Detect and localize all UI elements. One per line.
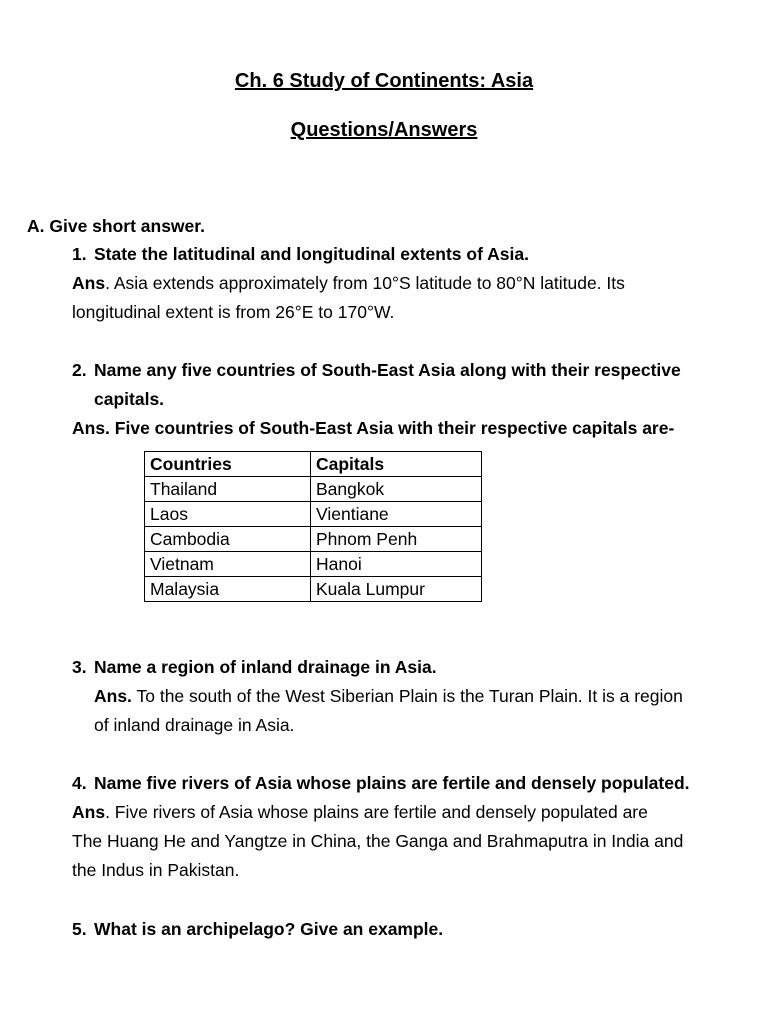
question-5 bbox=[72, 918, 443, 940]
question-number: 5. bbox=[72, 919, 87, 939]
table-header-cell: Countries bbox=[145, 452, 311, 477]
answer-3-line-1 bbox=[94, 685, 683, 707]
table-row bbox=[145, 577, 482, 602]
answer-4-line-2: The Huang He and Yangtze in China, the Ganga and Brahmaputra in India and bbox=[72, 831, 684, 851]
question-text: Name five rivers of Asia whose plains are fertile and densely populated. bbox=[94, 773, 690, 793]
answer-1-line-2: longitudinal extent is from 26°E to 170°W. bbox=[72, 302, 395, 322]
answer-3-line-2: of inland drainage in Asia. bbox=[94, 715, 295, 735]
answer-1-line-1 bbox=[72, 272, 625, 294]
table-cell: Vietnam bbox=[145, 552, 311, 577]
question-2 bbox=[72, 359, 681, 381]
table-cell: Malaysia bbox=[145, 577, 311, 602]
question-number: 4. bbox=[72, 773, 87, 793]
table-header-cell: Capitals bbox=[311, 452, 482, 477]
answer-2: Ans. Five countries of South-East Asia with their respective capitals are- bbox=[72, 418, 675, 438]
question-3 bbox=[72, 656, 437, 678]
table-cell: Vientiane bbox=[311, 502, 482, 527]
ans-label: Ans. bbox=[94, 686, 132, 706]
answer-text: . Five rivers of Asia whose plains are fertile and densely populated are bbox=[105, 802, 648, 822]
table-row bbox=[145, 502, 482, 527]
answer-text: . Asia extends approximately from 10°S latitude to 80°N latitude. Its bbox=[105, 273, 625, 293]
table-header-row bbox=[145, 452, 482, 477]
table-cell: Laos bbox=[145, 502, 311, 527]
question-4 bbox=[72, 772, 690, 794]
question-number: 2. bbox=[72, 360, 87, 380]
table-cell: Cambodia bbox=[145, 527, 311, 552]
table-cell: Bangkok bbox=[311, 477, 482, 502]
answer-4-line-1 bbox=[72, 801, 648, 823]
countries-capitals-table bbox=[144, 451, 482, 602]
table-cell: Hanoi bbox=[311, 552, 482, 577]
question-text: State the latitudinal and longitudinal extents of Asia. bbox=[94, 244, 529, 264]
table-cell: Thailand bbox=[145, 477, 311, 502]
answer-4-line-3: the Indus in Pakistan. bbox=[72, 860, 240, 880]
table-row bbox=[145, 477, 482, 502]
ans-label: Ans bbox=[72, 802, 106, 822]
question-text: What is an archipelago? Give an example. bbox=[94, 919, 444, 939]
table-cell: Phnom Penh bbox=[311, 527, 482, 552]
page-title: Ch. 6 Study of Continents: Asia bbox=[234, 70, 534, 92]
question-2-line-2: capitals. bbox=[94, 389, 165, 409]
table-row bbox=[145, 527, 482, 552]
page-subtitle: Questions/Answers bbox=[290, 119, 478, 141]
question-number: 1. bbox=[72, 244, 87, 264]
section-heading: A. Give short answer. bbox=[27, 216, 205, 236]
question-1 bbox=[72, 243, 529, 265]
question-number: 3. bbox=[72, 657, 87, 677]
table-row bbox=[145, 552, 482, 577]
ans-label: Ans bbox=[72, 273, 106, 293]
answer-text: To the south of the West Siberian Plain is the Turan Plain. It is a region bbox=[131, 686, 683, 706]
question-text: Name any five countries of South-East Asia along with their respective bbox=[94, 360, 681, 380]
question-text: Name a region of inland drainage in Asia. bbox=[94, 657, 437, 677]
table-cell: Kuala Lumpur bbox=[311, 577, 482, 602]
